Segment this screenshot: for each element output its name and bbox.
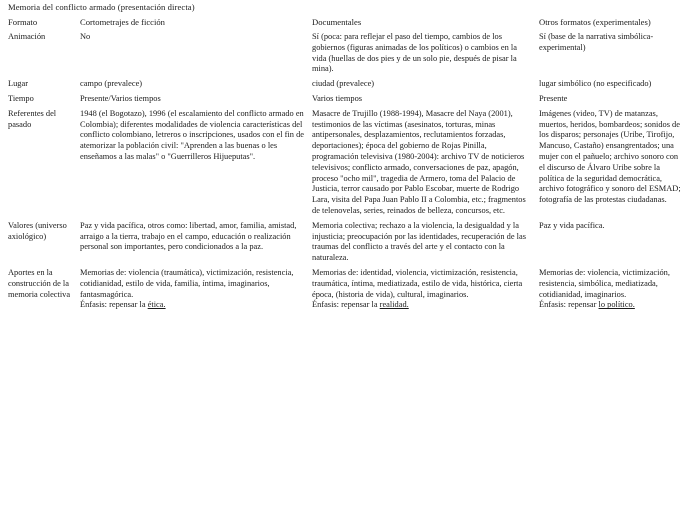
emphasis-word: ética. — [147, 300, 166, 310]
cell-lugar-ficcion: campo (prevalece) — [80, 79, 143, 89]
memoria-table — [6, 0, 688, 313]
cell-valores-ficcion: Paz y vida pacífica, otros como: libertad, amor, familia, amistad, arraigo a la tierra, trabajo en el campo, educación o realización personal son importantes, pero condicionados a la paz. — [80, 220, 297, 252]
cell-aportes-ficcion — [78, 266, 310, 313]
cell-referentes-documentales: Masacre de Trujillo (1988-1994), Masacre del Naya (2001), testimonios de las víctimas (asesinatos, torturas, minas antipersonales, desplazamientos, reclutamientos forzadas, deportaciones); época del gobierno de Rojas Pinilla, programación televisiva (1980-2004): archivo TV de noticieros televisivos; conflicto armado, conversaciones de paz, apagón, proceso "ocho mil", tragedia de Armero, toma del Palacio de Justicia, terror causado por Pablo Escobar, muerte de Rodrigo Lara, visita del Papa Juan Pablo II a Colombia, etc.; fragmentos de telenovelas, series, reinados de belleza, concursos, etc. — [312, 108, 526, 216]
cell-animacion-otros: Sí (base de la narrativa simbólica-experimental) — [539, 32, 654, 52]
cell-aportes-documentales — [310, 266, 537, 313]
column-header-otros-formatos: Otros formatos (experimentales) — [539, 17, 651, 28]
table-row — [6, 77, 688, 92]
column-header-documentales: Documentales — [312, 17, 362, 28]
cell-lugar-otros: lugar simbólico (no especificado) — [539, 79, 652, 89]
cell-tiempo-otros: Presente — [539, 94, 568, 104]
table-row — [6, 219, 688, 266]
emphasis-prefix: Énfasis: repensar la — [80, 300, 148, 310]
cell-lugar-documentales: ciudad (prevalece) — [312, 79, 375, 89]
cell-aportes-documentales-main: Memorias de: identidad, violencia, victimización, resistencia, traumática, íntima, mediatizada, estilo de vida, histórica, cierta época, (historia de vida), cultural, imaginarios. — [312, 268, 523, 299]
cell-animacion-documentales: Sí (poca: para reflejar el paso del tiempo, cambios de los gobiernos (figuras animadas de los políticos) o cambios en la vida (huellas de dos pies y de un solo pie, después de pisar la mina). — [312, 32, 517, 74]
cell-tiempo-ficcion: Presente/Varios tiempos — [80, 94, 161, 104]
table-header-row — [6, 15, 688, 30]
emphasis-prefix: Énfasis: repensar — [539, 300, 599, 310]
cell-aportes-otros — [537, 266, 688, 313]
row-label-animacion: Animación — [8, 32, 46, 42]
column-header-cortometrajes: Cortometrajes de ficción — [80, 17, 165, 28]
row-label-aportes: Aportes en la construcción de la memoria colectiva — [8, 268, 71, 299]
row-label-tiempo: Tiempo — [8, 94, 34, 104]
cell-tiempo-documentales: Varios tiempos — [312, 94, 363, 104]
table-row — [6, 30, 688, 77]
table-banner-row — [6, 0, 688, 15]
emphasis-word: lo político. — [598, 300, 635, 310]
cell-referentes-ficcion: 1948 (el Bogotazo), 1996 (el escalamiento del conflicto armado en Colombia); diferentes modalidades de violencia características del conflicto colombiano, letreros o inscripciones, usados con el fin de atemorizar la población civil: "Aprenden a las buenas o les enseñamos a las malas" o "Guerrilleros Hijueputas". — [80, 108, 304, 162]
row-label-valores: Valores (universo axiológico) — [8, 220, 67, 241]
table-row — [6, 107, 688, 219]
cell-valores-otros: Paz y vida pacífica. — [539, 220, 605, 230]
cell-aportes-ficcion-main: Memorias de: violencia (traumática), victimización, resistencia, cotidianidad, estilo de vida, familia, íntima, imaginarios, fantasmagórica. — [80, 268, 294, 299]
cell-valores-documentales: Memoria colectiva; rechazo a la violencia, la desigualdad y la injusticia; preocupación por las identidades, recuperación de las traumas del conflicto a través del arte y el contacto con la naturaleza. — [312, 220, 526, 263]
table-row — [6, 92, 688, 107]
cell-aportes-otros-main: Memorias de: violencia, victimización, resistencia, simbólica, mediatizada, cotidianidad, imaginarios. — [539, 268, 670, 299]
column-header-formato: Formato — [8, 17, 38, 28]
row-label-referentes-del-pasado: Referentes del pasado — [8, 108, 57, 129]
cell-aportes-otros-emphasis — [539, 300, 682, 311]
cell-referentes-otros: Imágenes (video, TV) de matanzas, muertos, heridos, bombardeos; sonidos de los disparos; personajes (Uribe, Tirofijo, Mancuso, Castaño) ensangrentados; una mujer con el pañuelo; archivo sonoro con el discurso de Álvaro Uribe sobre la política de la seguridad democrática, archivo fotográfico y sonoro del ESMAD; fotografía de las protestas ciudadanas. — [539, 108, 681, 205]
row-label-lugar: Lugar — [8, 79, 28, 89]
emphasis-word: realidad. — [379, 300, 409, 310]
cell-animacion-ficcion: No — [80, 32, 91, 42]
cell-aportes-documentales-emphasis — [312, 300, 531, 311]
table-banner: Memoria del conflicto armado (presentación directa) — [8, 2, 195, 12]
emphasis-prefix: Énfasis: repensar la — [312, 300, 380, 310]
cell-aportes-ficcion-emphasis — [80, 300, 304, 311]
table-row — [6, 266, 688, 313]
